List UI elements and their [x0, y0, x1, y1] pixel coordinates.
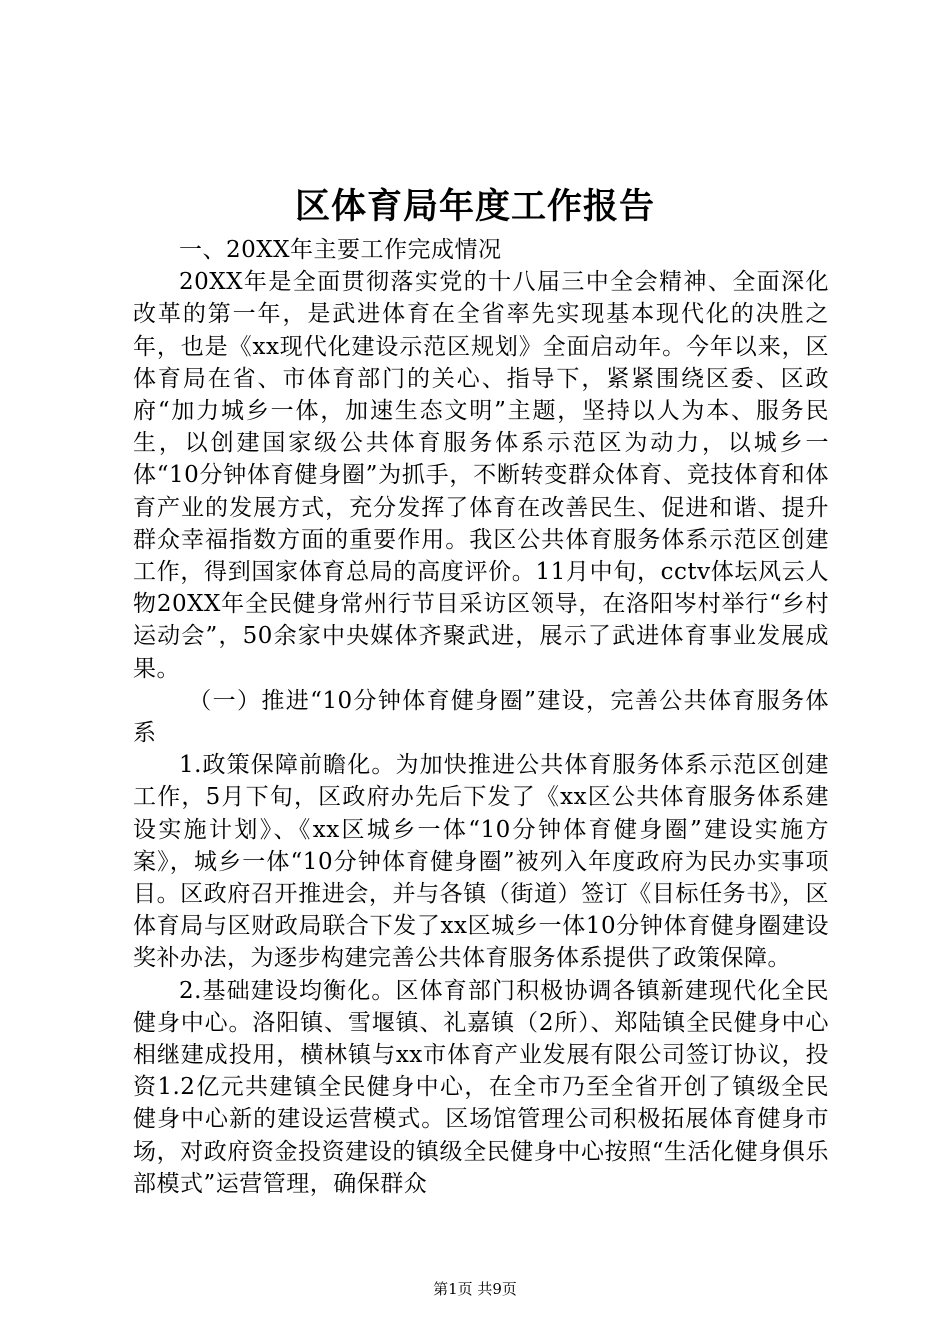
document-body — [133, 234, 829, 1200]
body-paragraph: 1.政策保障前瞻化。为加快推进公共体育服务体系示范区创建工作，5月下旬，区政府办先后下发了《xx区公共体育服务体系建设实施计划》、《xx区城乡一体“10分钟体育健身圈”建设实施方案》，城乡一体“10分钟体育健身圈”被列入年度政府为民办实事项目。区政府召开推进会，并与各镇（街道）签订《目标任务书》，区体育局与区财政局联合下发了xx区城乡一体10分钟体育健身圈建设奖补办法，为逐步构建完善公共体育服务体系提供了政策保障。 — [133, 752, 829, 972]
document-title: 区体育局年度工作报告 — [294, 186, 655, 227]
page-footer: 第1页 共9页 — [433, 1280, 517, 1298]
subsection-heading: （一）推进“10分钟体育健身圈”建设，完善公共体育服务体系 — [133, 687, 829, 747]
section-heading: 一、20XX年主要工作完成情况 — [179, 237, 502, 263]
body-paragraph: 2.基础建设均衡化。区体育部门积极协调各镇新建现代化全民健身中心。洛阳镇、雪堰镇、礼嘉镇（2所）、郑陆镇全民健身中心相继建成投用，横林镇与xx市体育产业发展有限公司签订协议，投资1.2亿元共建镇全民健身中心，在全市乃至全省开创了镇级全民健身中心新的建设运营模式。区场馆管理公司积极拓展体育健身市场，对政府资金投资建设的镇级全民健身中心按照“生活化健身俱乐部模式”运营管理，确保群众 — [133, 977, 829, 1197]
body-paragraph: 20XX年是全面贯彻落实党的十八届三中全会精神、全面深化改革的第一年，是武进体育在全省率先实现基本现代化的决胜之年，也是《xx现代化建设示范区规划》全面启动年。今年以来，区体育局在省、市体育部门的关心、指导下，紧紧围绕区委、区政府“加力城乡一体，加速生态文明”主题，坚持以人为本、服务民生，以创建国家级公共体育服务体系示范区为动力，以城乡一体“10分钟体育健身圈”为抓手，不断转变群众体育、竞技体育和体育产业的发展方式，充分发挥了体育在改善民生、促进和谐、提升群众幸福指数方面的重要作用。我区公共体育服务体系示范区创建工作，得到国家体育总局的高度评价。11月中旬，cctv体坛风云人物20XX年全民健身常州行节目采访区领导，在洛阳岑村举行“乡村运动会”，50余家中央媒体齐聚武进，展示了武进体育事业发展成果。 — [133, 269, 829, 682]
